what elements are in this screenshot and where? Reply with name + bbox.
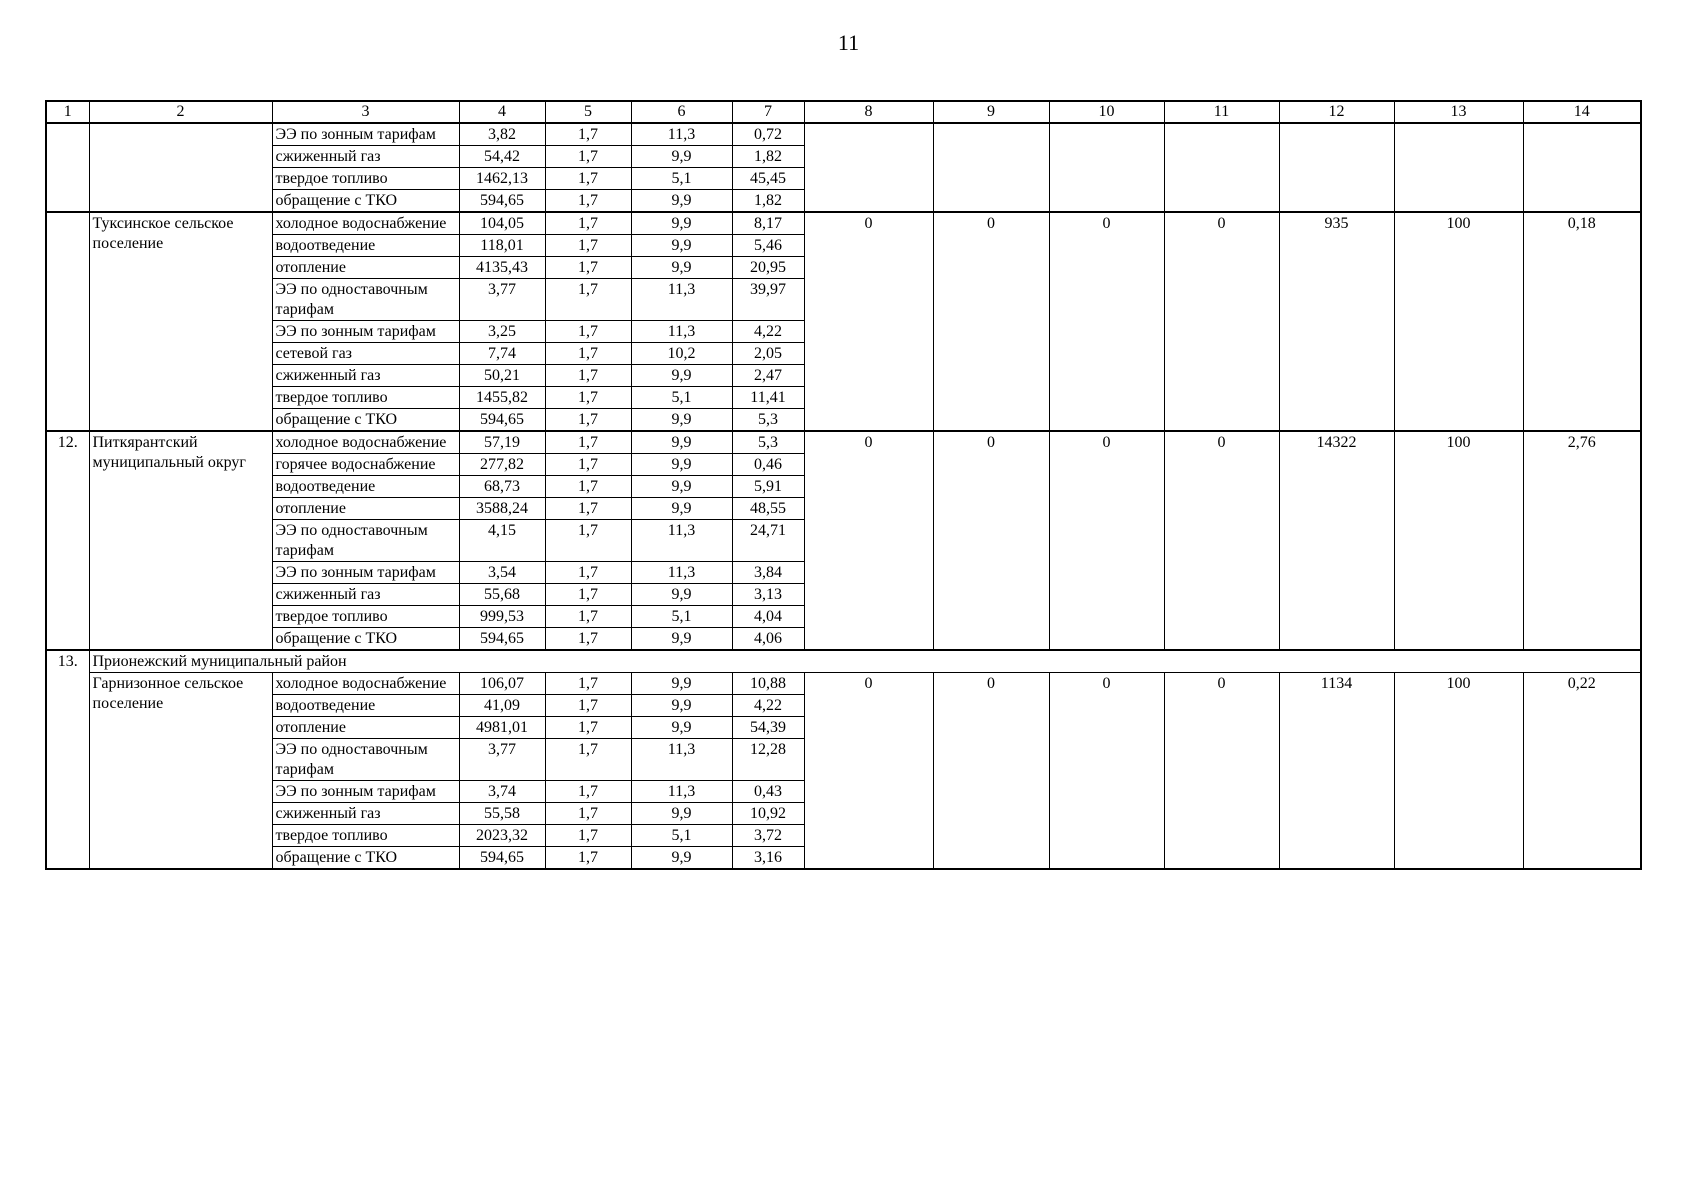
- value-col-5: 1,7: [545, 628, 631, 651]
- value-col-10: [1049, 123, 1164, 212]
- service-name: ЭЭ по зонным тарифам: [272, 123, 459, 146]
- column-header-2: 2: [89, 101, 272, 123]
- column-header-4: 4: [459, 101, 545, 123]
- value-col-4: 4,15: [459, 520, 545, 562]
- value-col-7: 54,39: [732, 717, 804, 739]
- value-col-14: 0,22: [1523, 673, 1641, 870]
- value-col-7: 5,91: [732, 476, 804, 498]
- value-col-7: 3,16: [732, 847, 804, 870]
- value-col-4: 594,65: [459, 409, 545, 432]
- value-col-4: 104,05: [459, 212, 545, 235]
- value-col-9: 0: [933, 431, 1049, 650]
- value-col-6: 9,9: [631, 695, 732, 717]
- value-col-6: 9,9: [631, 212, 732, 235]
- value-col-14: 2,76: [1523, 431, 1641, 650]
- service-name: сетевой газ: [272, 343, 459, 365]
- value-col-6: 11,3: [631, 562, 732, 584]
- value-col-7: 24,71: [732, 520, 804, 562]
- value-col-9: 0: [933, 673, 1049, 870]
- value-col-8: 0: [804, 431, 933, 650]
- value-col-11: 0: [1164, 673, 1279, 870]
- value-col-7: 8,17: [732, 212, 804, 235]
- value-col-5: 1,7: [545, 476, 631, 498]
- value-col-7: 48,55: [732, 498, 804, 520]
- section-number: 13.: [46, 650, 89, 869]
- value-col-5: 1,7: [545, 847, 631, 870]
- value-col-6: 9,9: [631, 847, 732, 870]
- value-col-4: 1462,13: [459, 168, 545, 190]
- service-name: твердое топливо: [272, 387, 459, 409]
- service-name: водоотведение: [272, 476, 459, 498]
- value-col-7: 3,84: [732, 562, 804, 584]
- value-col-9: 0: [933, 212, 1049, 431]
- value-col-7: 20,95: [732, 257, 804, 279]
- value-col-5: 1,7: [545, 212, 631, 235]
- column-header-13: 13: [1394, 101, 1523, 123]
- table-row: [46, 431, 1641, 454]
- value-col-4: 55,58: [459, 803, 545, 825]
- value-col-5: 1,7: [545, 409, 631, 432]
- value-col-6: 9,9: [631, 498, 732, 520]
- value-col-9: [933, 123, 1049, 212]
- service-name: горячее водоснабжение: [272, 454, 459, 476]
- service-name: ЭЭ по одноставочным тарифам: [272, 279, 459, 321]
- value-col-7: 1,82: [732, 146, 804, 168]
- section-row: [46, 650, 1641, 673]
- value-col-5: 1,7: [545, 739, 631, 781]
- value-col-7: 12,28: [732, 739, 804, 781]
- value-col-5: 1,7: [545, 498, 631, 520]
- value-col-14: [1523, 123, 1641, 212]
- value-col-6: 11,3: [631, 520, 732, 562]
- value-col-10: 0: [1049, 431, 1164, 650]
- value-col-5: 1,7: [545, 825, 631, 847]
- tariff-table: [45, 100, 1642, 870]
- service-name: холодное водоснабжение: [272, 431, 459, 454]
- value-col-4: 3,77: [459, 739, 545, 781]
- value-col-4: 594,65: [459, 190, 545, 213]
- value-col-4: 50,21: [459, 365, 545, 387]
- value-col-7: 2,05: [732, 343, 804, 365]
- value-col-5: 1,7: [545, 606, 631, 628]
- column-header-7: 7: [732, 101, 804, 123]
- value-col-7: 45,45: [732, 168, 804, 190]
- service-name: водоотведение: [272, 235, 459, 257]
- value-col-7: 5,46: [732, 235, 804, 257]
- value-col-4: 594,65: [459, 847, 545, 870]
- value-col-12: 935: [1279, 212, 1394, 431]
- service-name: отопление: [272, 717, 459, 739]
- value-col-6: 9,9: [631, 584, 732, 606]
- value-col-13: 100: [1394, 212, 1523, 431]
- value-col-5: 1,7: [545, 695, 631, 717]
- value-col-5: 1,7: [545, 562, 631, 584]
- value-col-5: 1,7: [545, 321, 631, 343]
- service-name: сжиженный газ: [272, 365, 459, 387]
- value-col-4: 3,74: [459, 781, 545, 803]
- value-col-6: 9,9: [631, 409, 732, 432]
- value-col-8: 0: [804, 212, 933, 431]
- value-col-7: 0,43: [732, 781, 804, 803]
- value-col-6: 11,3: [631, 739, 732, 781]
- column-header-1: 1: [46, 101, 89, 123]
- value-col-4: 2023,32: [459, 825, 545, 847]
- value-col-5: 1,7: [545, 454, 631, 476]
- municipality-name: [89, 123, 272, 212]
- value-col-8: [804, 123, 933, 212]
- value-col-4: 999,53: [459, 606, 545, 628]
- value-col-4: 68,73: [459, 476, 545, 498]
- value-col-7: 3,72: [732, 825, 804, 847]
- value-col-7: 0,46: [732, 454, 804, 476]
- table-row: [46, 212, 1641, 235]
- column-header-9: 9: [933, 101, 1049, 123]
- value-col-6: 9,9: [631, 431, 732, 454]
- value-col-5: 1,7: [545, 781, 631, 803]
- table-body: [46, 101, 1641, 869]
- value-col-5: 1,7: [545, 123, 631, 146]
- value-col-4: 7,74: [459, 343, 545, 365]
- value-col-8: 0: [804, 673, 933, 870]
- value-col-4: 118,01: [459, 235, 545, 257]
- value-col-7: 39,97: [732, 279, 804, 321]
- service-name: холодное водоснабжение: [272, 673, 459, 695]
- value-col-12: 1134: [1279, 673, 1394, 870]
- value-col-4: 1455,82: [459, 387, 545, 409]
- value-col-6: 11,3: [631, 123, 732, 146]
- value-col-7: 5,3: [732, 431, 804, 454]
- value-col-4: 277,82: [459, 454, 545, 476]
- municipality-name: Гарнизонное сельское поселение: [89, 673, 272, 870]
- service-name: твердое топливо: [272, 606, 459, 628]
- service-name: ЭЭ по зонным тарифам: [272, 562, 459, 584]
- value-col-4: 3,82: [459, 123, 545, 146]
- value-col-7: 5,3: [732, 409, 804, 432]
- value-col-4: 41,09: [459, 695, 545, 717]
- service-name: ЭЭ по одноставочным тарифам: [272, 520, 459, 562]
- value-col-4: 594,65: [459, 628, 545, 651]
- page-number: 11: [837, 30, 860, 55]
- value-col-6: 9,9: [631, 628, 732, 651]
- service-name: отопление: [272, 498, 459, 520]
- value-col-5: 1,7: [545, 803, 631, 825]
- municipality-name: Туксинское сельское поселение: [89, 212, 272, 431]
- value-col-13: [1394, 123, 1523, 212]
- service-name: водоотведение: [272, 695, 459, 717]
- value-col-5: 1,7: [545, 717, 631, 739]
- value-col-6: 9,9: [631, 257, 732, 279]
- row-number: [46, 212, 89, 431]
- value-col-4: 4981,01: [459, 717, 545, 739]
- value-col-6: 9,9: [631, 235, 732, 257]
- value-col-5: 1,7: [545, 584, 631, 606]
- value-col-6: 9,9: [631, 673, 732, 695]
- column-header-6: 6: [631, 101, 732, 123]
- row-number: [46, 123, 89, 212]
- column-header-8: 8: [804, 101, 933, 123]
- service-name: сжиженный газ: [272, 584, 459, 606]
- value-col-7: 4,04: [732, 606, 804, 628]
- value-col-5: 1,7: [545, 431, 631, 454]
- value-col-5: 1,7: [545, 365, 631, 387]
- value-col-4: 55,68: [459, 584, 545, 606]
- value-col-13: 100: [1394, 673, 1523, 870]
- service-name: ЭЭ по зонным тарифам: [272, 321, 459, 343]
- value-col-10: 0: [1049, 212, 1164, 431]
- value-col-12: 14322: [1279, 431, 1394, 650]
- value-col-4: 3,25: [459, 321, 545, 343]
- service-name: сжиженный газ: [272, 146, 459, 168]
- value-col-6: 9,9: [631, 476, 732, 498]
- service-name: ЭЭ по одноставочным тарифам: [272, 739, 459, 781]
- row-number: 12.: [46, 431, 89, 650]
- value-col-7: 4,06: [732, 628, 804, 651]
- value-col-5: 1,7: [545, 520, 631, 562]
- column-header-3: 3: [272, 101, 459, 123]
- value-col-6: 11,3: [631, 321, 732, 343]
- value-col-4: 4135,43: [459, 257, 545, 279]
- table-row: [46, 123, 1641, 146]
- value-col-7: 4,22: [732, 321, 804, 343]
- value-col-11: 0: [1164, 212, 1279, 431]
- value-col-5: 1,7: [545, 168, 631, 190]
- value-col-6: 5,1: [631, 387, 732, 409]
- service-name: обращение с ТКО: [272, 190, 459, 213]
- value-col-4: 106,07: [459, 673, 545, 695]
- value-col-14: 0,18: [1523, 212, 1641, 431]
- header-row: [46, 101, 1641, 123]
- value-col-11: [1164, 123, 1279, 212]
- value-col-7: 4,22: [732, 695, 804, 717]
- column-header-11: 11: [1164, 101, 1279, 123]
- value-col-5: 1,7: [545, 387, 631, 409]
- value-col-7: 2,47: [732, 365, 804, 387]
- value-col-5: 1,7: [545, 235, 631, 257]
- column-header-14: 14: [1523, 101, 1641, 123]
- value-col-13: 100: [1394, 431, 1523, 650]
- service-name: твердое топливо: [272, 168, 459, 190]
- value-col-5: 1,7: [545, 257, 631, 279]
- municipality-name: Питкярантский муниципальный округ: [89, 431, 272, 650]
- value-col-7: 10,88: [732, 673, 804, 695]
- value-col-6: 9,9: [631, 146, 732, 168]
- value-col-6: 9,9: [631, 717, 732, 739]
- column-header-12: 12: [1279, 101, 1394, 123]
- value-col-4: 3,77: [459, 279, 545, 321]
- column-header-10: 10: [1049, 101, 1164, 123]
- service-name: обращение с ТКО: [272, 847, 459, 870]
- value-col-6: 5,1: [631, 606, 732, 628]
- value-col-6: 9,9: [631, 365, 732, 387]
- value-col-6: 5,1: [631, 825, 732, 847]
- value-col-4: 57,19: [459, 431, 545, 454]
- value-col-5: 1,7: [545, 146, 631, 168]
- column-header-5: 5: [545, 101, 631, 123]
- value-col-7: 11,41: [732, 387, 804, 409]
- value-col-6: 5,1: [631, 168, 732, 190]
- value-col-10: 0: [1049, 673, 1164, 870]
- value-col-4: 3588,24: [459, 498, 545, 520]
- value-col-6: 10,2: [631, 343, 732, 365]
- value-col-6: 11,3: [631, 279, 732, 321]
- service-name: ЭЭ по зонным тарифам: [272, 781, 459, 803]
- value-col-7: 3,13: [732, 584, 804, 606]
- value-col-7: 10,92: [732, 803, 804, 825]
- value-col-5: 1,7: [545, 190, 631, 213]
- value-col-11: 0: [1164, 431, 1279, 650]
- value-col-6: 11,3: [631, 781, 732, 803]
- value-col-5: 1,7: [545, 673, 631, 695]
- value-col-6: 9,9: [631, 454, 732, 476]
- service-name: сжиженный газ: [272, 803, 459, 825]
- value-col-7: 0,72: [732, 123, 804, 146]
- value-col-4: 54,42: [459, 146, 545, 168]
- value-col-5: 1,7: [545, 343, 631, 365]
- service-name: твердое топливо: [272, 825, 459, 847]
- value-col-6: 9,9: [631, 190, 732, 213]
- section-title: Прионежский муниципальный район: [89, 650, 1641, 673]
- value-col-4: 3,54: [459, 562, 545, 584]
- service-name: холодное водоснабжение: [272, 212, 459, 235]
- value-col-6: 9,9: [631, 803, 732, 825]
- service-name: обращение с ТКО: [272, 628, 459, 651]
- table-row: [46, 673, 1641, 695]
- value-col-12: [1279, 123, 1394, 212]
- value-col-7: 1,82: [732, 190, 804, 213]
- value-col-5: 1,7: [545, 279, 631, 321]
- service-name: отопление: [272, 257, 459, 279]
- service-name: обращение с ТКО: [272, 409, 459, 432]
